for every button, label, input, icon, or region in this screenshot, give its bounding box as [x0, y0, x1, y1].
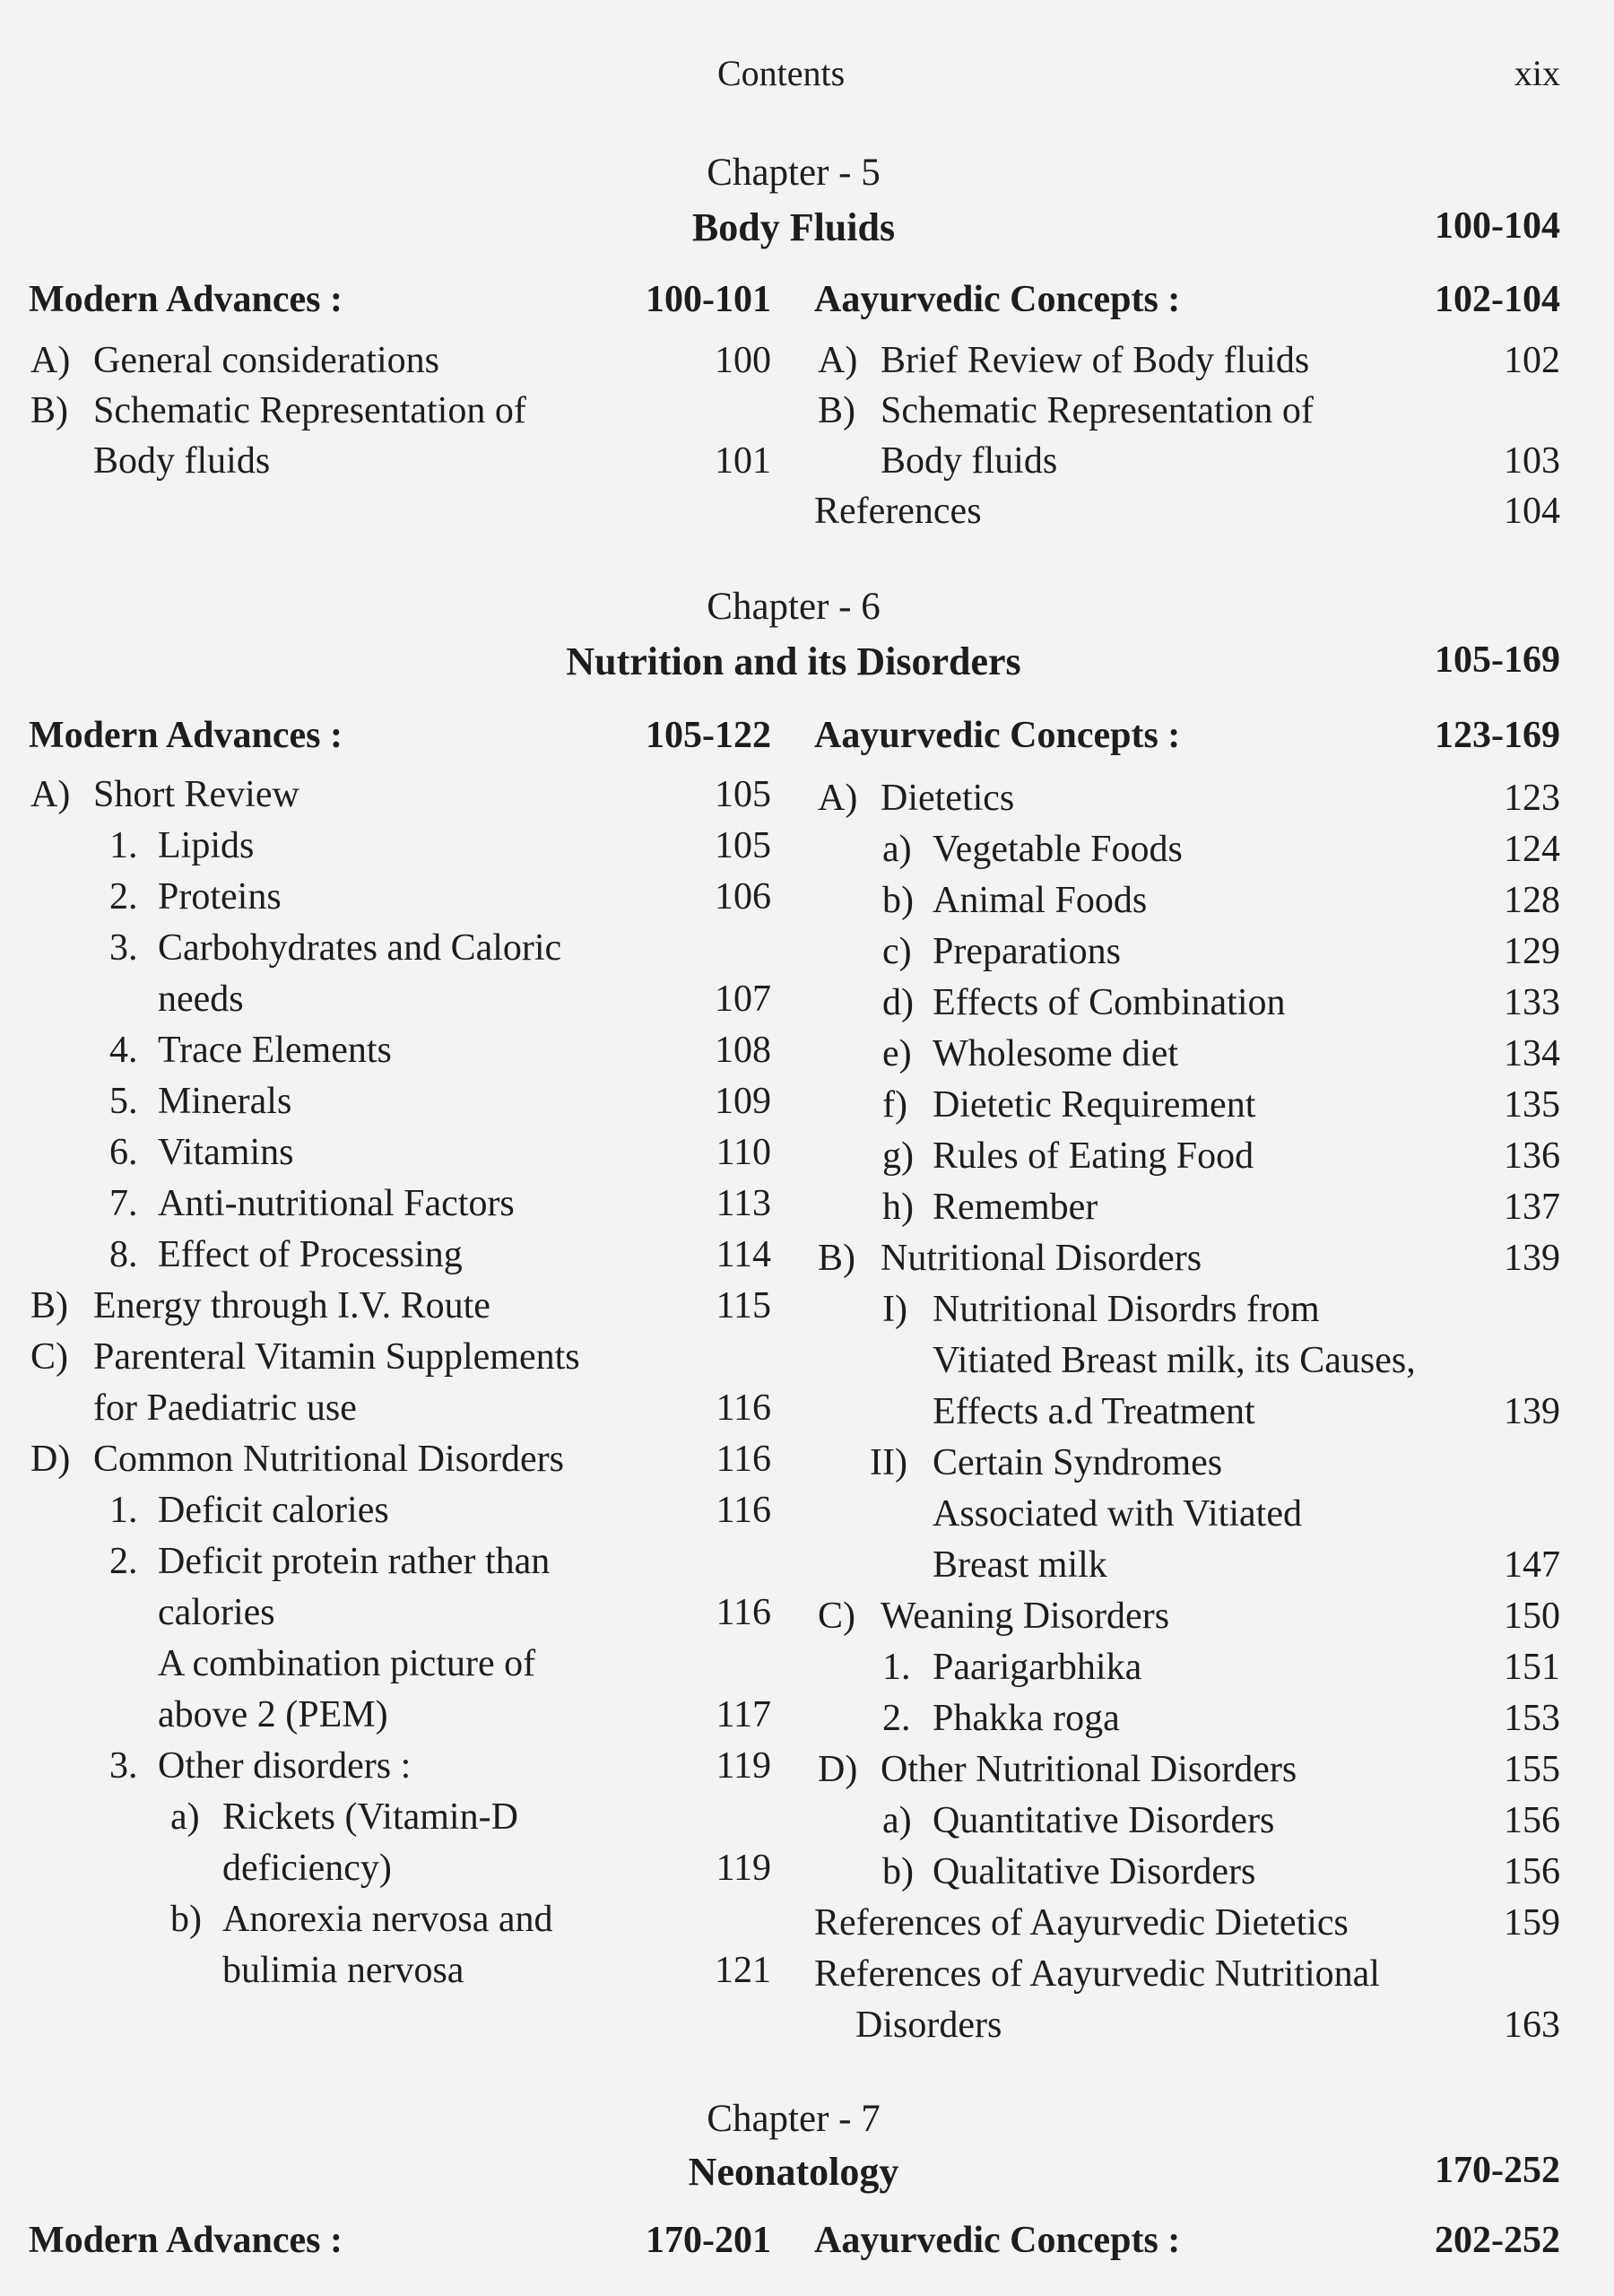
toc-entry-label: D) [30, 1439, 71, 1480]
toc-entry-label: 8. [109, 1234, 138, 1275]
chapter-5-title: Body Fluids [691, 205, 896, 249]
toc-entry-label: 2. [109, 876, 138, 918]
running-header-title: Contents [717, 53, 846, 93]
toc-entry-page: 159 [1504, 1902, 1560, 1944]
toc-entry-label: C) [30, 1336, 68, 1378]
toc-entry-text: Phakka roga [933, 1698, 1120, 1739]
ch6-ayur-range: 123-169 [1435, 715, 1560, 756]
ch5-ayur-range: 102-104 [1435, 279, 1560, 320]
toc-entry-text: Carbohydrates and Caloric [158, 927, 562, 969]
toc-entry-text: Other disorders : [158, 1745, 412, 1787]
ch6-ayur-heading: Aayurvedic Concepts : [814, 715, 1181, 756]
toc-entry-label: 6. [109, 1132, 138, 1173]
toc-entry-text: Brief Review of Body fluids [881, 340, 1310, 381]
toc-entry-label: 1. [882, 1647, 911, 1688]
toc-entry-label: A) [818, 340, 858, 381]
toc-entry-page: 105 [715, 774, 771, 815]
toc-entry-page: 137 [1504, 1187, 1560, 1228]
toc-entry-page: 101 [715, 440, 771, 482]
toc-entry-label: d) [882, 982, 914, 1023]
toc-entry-text: Paarigarbhika [933, 1647, 1142, 1688]
ch5-modern-heading: Modern Advances : [29, 279, 343, 320]
toc-entry-page: 123 [1504, 778, 1560, 819]
toc-entry-text: Short Review [93, 774, 299, 815]
toc-entry-page: 129 [1504, 931, 1560, 972]
toc-entry-text: References [814, 491, 982, 532]
toc-entry-label: I) [882, 1289, 907, 1330]
toc-entry-page: 155 [1504, 1749, 1560, 1790]
page-number: xix [1514, 53, 1560, 93]
ch6-modern-heading: Modern Advances : [29, 715, 343, 756]
chapter-6-title: Nutrition and its Disorders [566, 639, 1021, 683]
toc-entry-text: References of Aayurvedic Dietetics [814, 1902, 1349, 1944]
toc-entry-label: b) [882, 880, 914, 921]
toc-entry-text-cont: Body fluids [881, 440, 1058, 482]
ch7-modern-heading: Modern Advances : [29, 2220, 343, 2261]
toc-entry-page: 153 [1504, 1698, 1560, 1739]
toc-entry-page: 119 [716, 1745, 771, 1787]
toc-entry-text: Schematic Representation of [93, 390, 526, 431]
toc-entry-label: 3. [109, 927, 138, 969]
toc-entry-page: 151 [1504, 1647, 1560, 1688]
toc-entry-page: 116 [716, 1387, 771, 1429]
toc-entry-label: c) [882, 931, 912, 972]
toc-entry-page: 139 [1504, 1391, 1560, 1432]
toc-entry-text: Deficit calories [158, 1490, 389, 1531]
toc-entry-text: Quantitative Disorders [933, 1800, 1275, 1841]
toc-entry-label: 1. [109, 825, 138, 866]
toc-entry-text: Effect of Processing [158, 1234, 463, 1275]
toc-entry-label: a) [882, 1800, 912, 1841]
toc-entry-text: Preparations [933, 931, 1121, 972]
ch7-ayur-range: 202-252 [1435, 2220, 1560, 2261]
toc-entry-text: Nutritional Disorders [881, 1238, 1202, 1279]
toc-entry-text: Dietetic Requirement [933, 1084, 1256, 1126]
toc-entry-page: 114 [716, 1234, 771, 1275]
toc-entry-text: Schematic Representation of [881, 390, 1314, 431]
toc-entry-text: Qualitative Disorders [933, 1851, 1256, 1892]
toc-entry-text: General considerations [93, 340, 440, 381]
toc-entry-text-cont: deficiency) [222, 1848, 392, 1889]
toc-entry-label: a) [170, 1796, 200, 1838]
toc-entry-label: 3. [109, 1745, 138, 1787]
toc-entry-text: Vegetable Foods [933, 829, 1183, 870]
toc-entry-page: 156 [1504, 1800, 1560, 1841]
toc-entry-page: 128 [1504, 880, 1560, 921]
toc-entry-label: 5. [109, 1081, 138, 1122]
toc-entry-page: 134 [1504, 1033, 1560, 1074]
toc-entry-page: 147 [1504, 1544, 1560, 1586]
toc-entry-text-cont: Breast milk [933, 1544, 1107, 1586]
toc-entry-label: A) [30, 774, 71, 815]
toc-entry-page: 133 [1504, 982, 1560, 1023]
toc-entry-label: 4. [109, 1030, 138, 1071]
toc-entry-text: Effects of Combination [933, 982, 1286, 1023]
toc-entry-text: Vitamins [158, 1132, 294, 1173]
toc-entry-label: A) [30, 340, 71, 381]
toc-entry-text: Deficit protein rather than [158, 1541, 551, 1582]
toc-entry-page: 139 [1504, 1238, 1560, 1279]
toc-entry-page: 116 [716, 1490, 771, 1531]
toc-entry-label: B) [818, 1238, 855, 1279]
toc-entry-label: g) [882, 1135, 914, 1177]
toc-entry-text: Proteins [158, 876, 282, 918]
toc-entry-label: 7. [109, 1183, 138, 1224]
toc-entry-page: 108 [715, 1030, 771, 1071]
chapter-5-label: Chapter - 5 [707, 152, 881, 194]
toc-entry-text: Certain Syndromes [933, 1442, 1223, 1483]
toc-entry-page: 109 [715, 1081, 771, 1122]
toc-entry-text-cont: for Paediatric use [93, 1387, 357, 1429]
toc-entry-page: 117 [716, 1694, 771, 1735]
toc-entry-page: 104 [1504, 491, 1560, 532]
toc-entry-page: 115 [716, 1285, 771, 1326]
toc-entry-label: h) [882, 1187, 914, 1228]
toc-entry-text: Rickets (Vitamin-D [222, 1796, 518, 1838]
toc-entry-text: Anorexia nervosa and [222, 1899, 553, 1940]
toc-entry-page: 116 [716, 1439, 771, 1480]
toc-entry-label: D) [818, 1749, 858, 1790]
toc-entry-page: 113 [716, 1183, 771, 1224]
toc-entry-text: Minerals [158, 1081, 292, 1122]
toc-entry-page: 119 [716, 1848, 771, 1889]
toc-entry-text: References of Aayurvedic Nutritional [814, 1953, 1380, 1995]
toc-entry-text: Wholesome diet [933, 1033, 1179, 1074]
toc-entry-text: Remember [933, 1187, 1098, 1228]
toc-entry-text-cont: above 2 (PEM) [158, 1694, 388, 1735]
toc-entry-label: II) [870, 1442, 907, 1483]
toc-entry-label: f) [882, 1084, 907, 1126]
toc-entry-label: B) [30, 390, 68, 431]
toc-entry-page: 103 [1504, 440, 1560, 482]
toc-entry-label: 2. [882, 1698, 911, 1739]
toc-entry-text-cont: Disorders [855, 2005, 1002, 2046]
toc-entry-page: 106 [715, 876, 771, 918]
toc-entry-label: C) [818, 1596, 855, 1637]
toc-entry-label: A) [818, 778, 858, 819]
toc-entry-page: 116 [716, 1592, 771, 1633]
toc-entry-label: b) [882, 1851, 914, 1892]
toc-entry-page: 105 [715, 825, 771, 866]
toc-entry-text-cont: needs [158, 978, 244, 1020]
toc-entry-page: 107 [715, 978, 771, 1020]
toc-entry-label: b) [170, 1899, 202, 1940]
toc-entry-page: 156 [1504, 1851, 1560, 1892]
toc-entry-text: Weaning Disorders [881, 1596, 1170, 1637]
toc-entry-text: Trace Elements [158, 1030, 392, 1071]
toc-entry-text-cont: Body fluids [93, 440, 271, 482]
chapter-6-label: Chapter - 6 [707, 586, 881, 628]
toc-entry-text: Nutritional Disordrs from [933, 1289, 1320, 1330]
toc-entry-text: Energy through I.V. Route [93, 1285, 490, 1326]
ch5-ayur-heading: Aayurvedic Concepts : [814, 279, 1181, 320]
ch7-modern-range: 170-201 [646, 2220, 771, 2261]
toc-entry-page: 136 [1504, 1135, 1560, 1177]
toc-entry-text-cont: Vitiated Breast milk, its Causes, [933, 1340, 1416, 1381]
toc-entry-page: 163 [1504, 2005, 1560, 2046]
toc-entry-page: 150 [1504, 1596, 1560, 1637]
toc-entry-page: 102 [1504, 340, 1560, 381]
chapter-6-range: 105-169 [1435, 639, 1560, 681]
toc-entry-text: Parenteral Vitamin Supplements [93, 1336, 580, 1378]
toc-entry-label: 1. [109, 1490, 138, 1531]
toc-entry-page: 121 [715, 1950, 771, 1991]
toc-entry-label: B) [818, 390, 855, 431]
chapter-7-range: 170-252 [1435, 2150, 1560, 2191]
toc-entry-page: 110 [716, 1132, 771, 1173]
toc-entry-label: 2. [109, 1541, 138, 1582]
ch6-modern-range: 105-122 [646, 715, 771, 756]
toc-entry-text: Animal Foods [933, 880, 1148, 921]
toc-entry-label: a) [882, 829, 912, 870]
toc-entry-text-cont: Associated with Vitiated [933, 1493, 1302, 1535]
chapter-5-range: 100-104 [1435, 205, 1560, 247]
toc-entry-page: 124 [1504, 829, 1560, 870]
toc-entry-text: Dietetics [881, 778, 1015, 819]
toc-entry-text: A combination picture of [158, 1643, 536, 1684]
toc-entry-text-cont: bulimia nervosa [222, 1950, 464, 1991]
chapter-7-label: Chapter - 7 [707, 2098, 881, 2140]
toc-entry-text: Anti-nutritional Factors [158, 1183, 515, 1224]
toc-entry-label: B) [30, 1285, 68, 1326]
toc-entry-text: Rules of Eating Food [933, 1135, 1254, 1177]
chapter-7-title: Neonatology [688, 2150, 899, 2194]
toc-entry-text: Lipids [158, 825, 255, 866]
toc-entry-text: Common Nutritional Disorders [93, 1439, 564, 1480]
ch7-ayur-heading: Aayurvedic Concepts : [814, 2220, 1181, 2261]
toc-entry-text-cont: calories [158, 1592, 275, 1633]
toc-entry-page: 135 [1504, 1084, 1560, 1126]
toc-entry-page: 100 [715, 340, 771, 381]
toc-entry-text: Other Nutritional Disorders [881, 1749, 1297, 1790]
ch5-modern-range: 100-101 [646, 279, 771, 320]
toc-entry-text-cont: Effects a.d Treatment [933, 1391, 1255, 1432]
toc-entry-label: e) [882, 1033, 912, 1074]
